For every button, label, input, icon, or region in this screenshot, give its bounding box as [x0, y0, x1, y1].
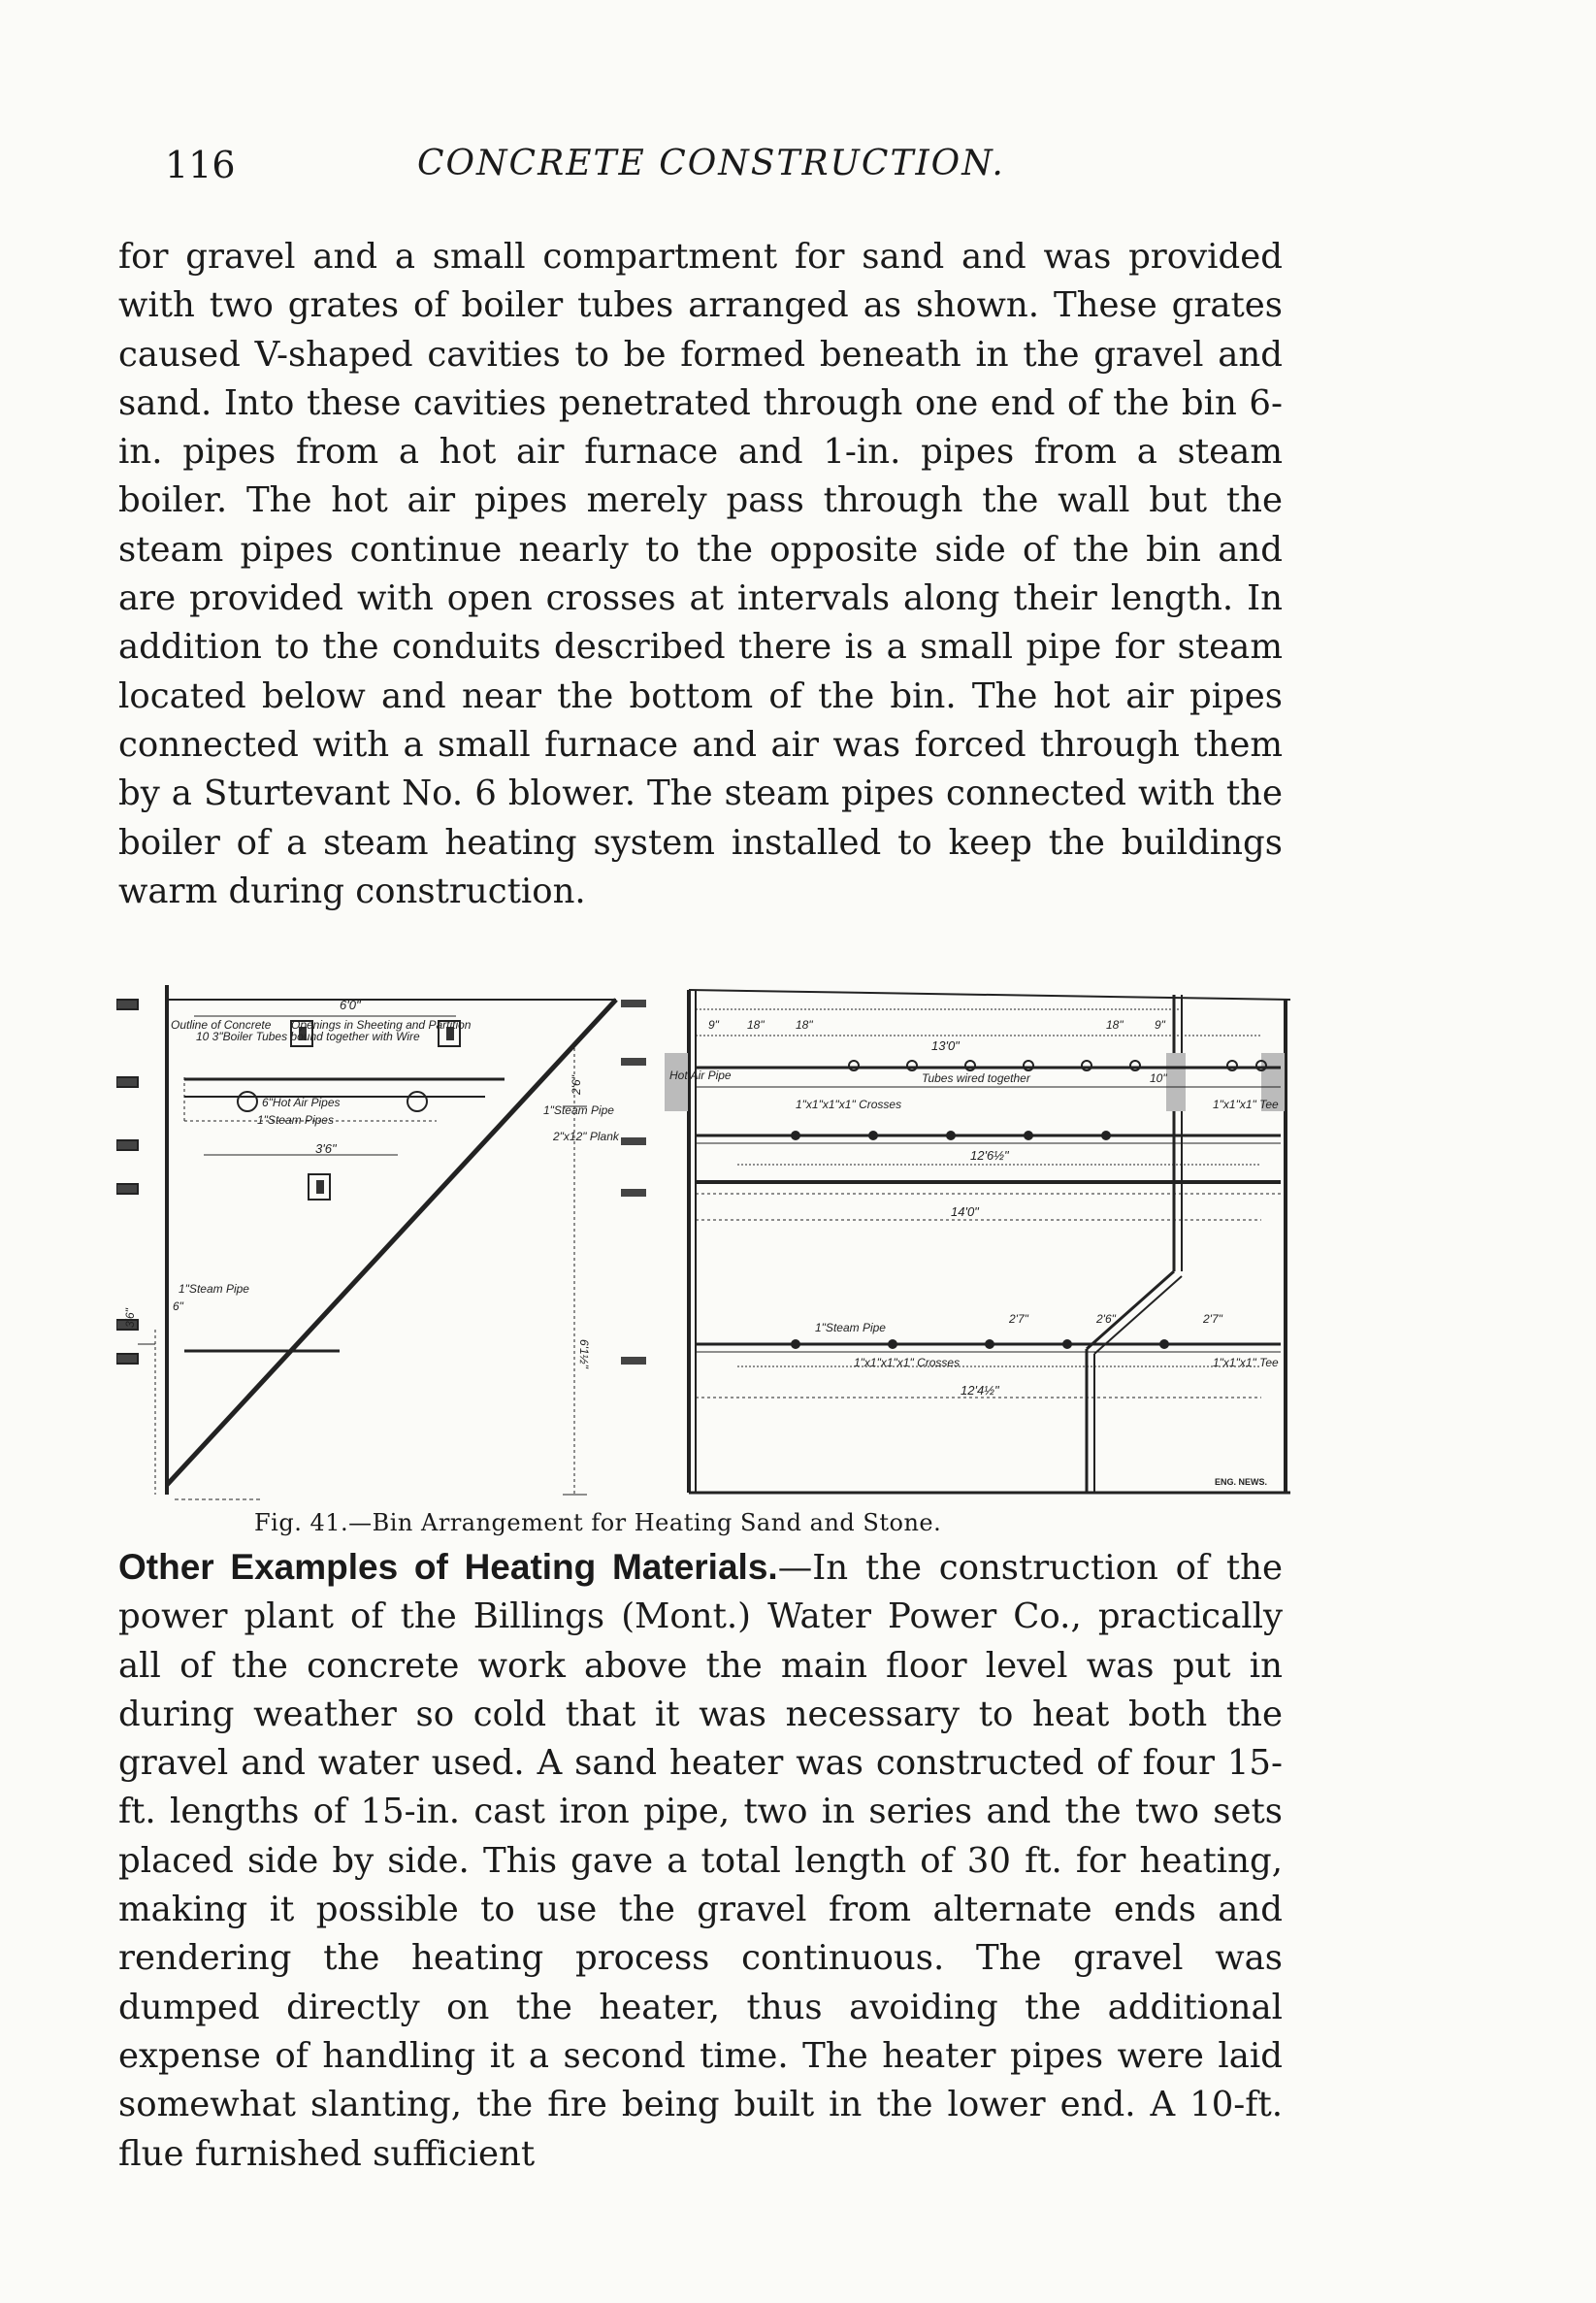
hot-air-pipe-circle: [238, 1092, 257, 1111]
label-dim-2-6-right: 2'6": [1096, 1312, 1116, 1326]
hot-air-pipe-circle: [407, 1092, 427, 1111]
figure-labels: [123, 998, 1279, 1487]
wall-ledge: [116, 1077, 138, 1087]
label-dim-bottom: 3'6": [315, 1141, 337, 1156]
label-dim-10: 10": [1150, 1071, 1167, 1085]
sloped-floor: [167, 1000, 616, 1485]
concrete-block: [665, 1053, 688, 1111]
body-paragraph-2: [118, 1543, 1283, 2179]
label-dim-12-4: 12'4½": [961, 1383, 999, 1398]
label-dim-18c: 18": [1106, 1018, 1124, 1032]
label-dim-right: 6'1½": [577, 1339, 591, 1368]
label-tubes-wired: Tubes wired together: [922, 1071, 1030, 1085]
wall-ledge: [116, 1000, 138, 1009]
label-dim-top: 6'0": [340, 998, 361, 1012]
page-number: 116: [165, 144, 236, 186]
label-openings: Openings in Sheeting and Partition: [291, 1018, 472, 1032]
label-dim-2-7b: 2'7": [1203, 1312, 1222, 1326]
label-hot-air: 6"Hot Air Pipes: [262, 1096, 341, 1109]
label-plank: 2"x12" Plank: [553, 1130, 619, 1143]
partition-slope: [1087, 1271, 1174, 1349]
label-steam-pipe: 1"Steam Pipe: [179, 1282, 249, 1296]
label-hot-air-pipe: Hot Air Pipe: [669, 1069, 732, 1082]
label-tee-lower: 1"x1"x1" Tee: [1213, 1356, 1279, 1369]
label-steam: 1"Steam Pipes: [257, 1113, 334, 1127]
label-dim-6: 6": [173, 1300, 183, 1313]
figure-caption: Fig. 41.—Bin Arrangement for Heating Sand and Stone.: [254, 1509, 942, 1536]
label-tee-upper: 1"x1"x1" Tee: [1213, 1098, 1279, 1111]
wall-ledge: [116, 1354, 138, 1364]
section-heading: Other Examples of Heating Materials.: [118, 1547, 778, 1587]
label-credit: ENG. NEWS.: [1215, 1477, 1268, 1487]
label-dim-2-7a: 2'7": [1009, 1312, 1028, 1326]
label-steam-pipe-side: 1"Steam Pipe: [543, 1103, 614, 1117]
label-steam-pipe-right: 1"Steam Pipe: [815, 1321, 886, 1334]
body-paragraph-1: for gravel and a small compartment for sand and was provided with two grates of boiler tubes arranged as shown. These grates caused V-shaped cavities to be formed beneath in the gravel and sand. Into these cavities penetrated through one end of the bin 6-in. pipes from a hot air furnace and 1-in. pipes from a steam boiler. The hot air pipes merely pass through the wall but the steam pipes continue nearly to the opposite side of the bin and are provided with open crosses at intervals along their length. In addition to the conduits described there is a small pipe for steam located below and near the bottom of the bin. The hot air pipes connected with a small furnace and air was forced through them by a Sturtevant No. 6 blower. The steam pipes connected with the boiler of a steam heating system installed to keep the buildings warm during construction.: [118, 237, 1283, 911]
label-dim-13: 13'0": [931, 1038, 960, 1053]
label-dim-left: 3'6": [123, 1308, 137, 1328]
label-crosses-upper: 1"x1"x1"x1" Crosses: [796, 1098, 902, 1111]
label-dim-12-6-upper: 12'6½": [970, 1148, 1009, 1163]
label-crosses-lower: 1"x1"x1"x1" Crosses: [854, 1356, 961, 1369]
label-dim-9a: 9": [708, 1018, 719, 1032]
label-dim-9b: 9": [1155, 1018, 1165, 1032]
right-view-top: [689, 990, 1290, 1000]
label-outline: Outline of Concrete: [171, 1018, 272, 1032]
wall-ledge: [116, 1184, 138, 1194]
label-dim-14: 14'0": [951, 1204, 979, 1219]
wall-ledge: [116, 1140, 138, 1150]
bin-diagram: [116, 980, 1300, 1504]
running-head: CONCRETE CONSTRUCTION.: [417, 144, 1005, 183]
label-dim-18b: 18": [796, 1018, 813, 1032]
label-dim-18a: 18": [747, 1018, 765, 1032]
figure-bin-arrangement: [116, 980, 1300, 1504]
label-dim-2-6: 2'6": [570, 1075, 583, 1095]
paragraph-2-text: —In the construction of the power plant of the Billings (Mont.) Water Power Co., practically all of the concrete work above the main floor level was put in during weather so cold that it was necessary to heat both the gravel and water used. A sand heater was constructed of four 15-ft. lengths of 15-in. cast iron pipe, two in series and the two sets placed side by side. This gave a total length of 30 ft. for heating, making it possible to use the gravel from alternate ends and rendering the heating process continuous. The gravel was dumped directly on the heater, thus avoiding the additional expense of handling it a second time. The heater pipes were laid somewhat slanting, the fire being built in the lower end. A 10-ft. flue furnished sufficient: [118, 1548, 1283, 2174]
label-tubes: 10 3"Boiler Tubes bound together with Wire: [196, 1030, 420, 1043]
